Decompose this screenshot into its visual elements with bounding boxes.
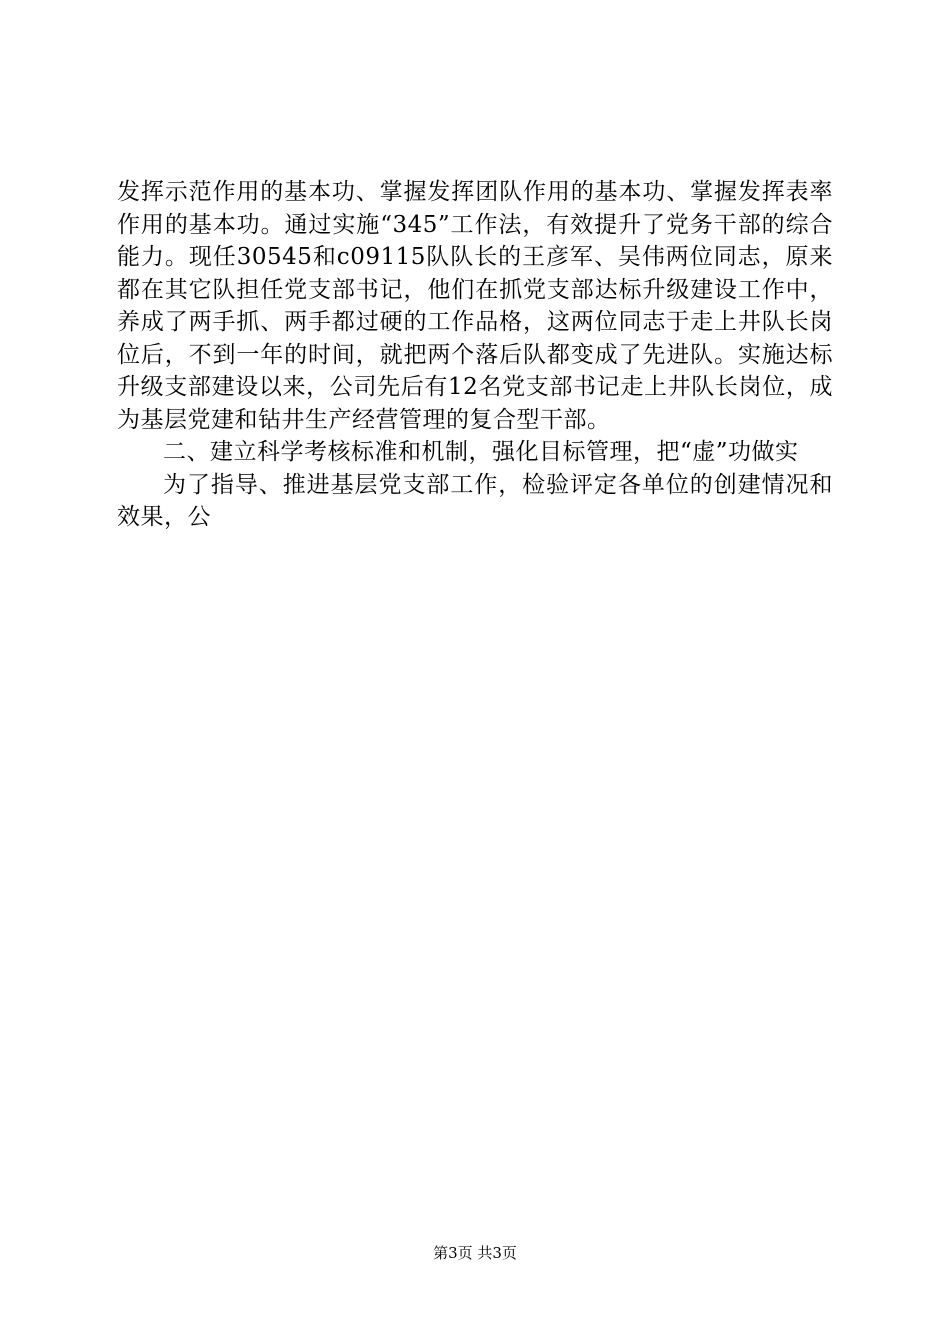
paragraph: 为了指导、推进基层党支部工作，检验评定各单位的创建情况和效果，公 [117,471,833,530]
paragraph-continuation: 发挥示范作用的基本功、掌握发挥团队作用的基本功、掌握发挥表率作用的基本功。通过实施“345”工作法，有效提升了党务干部的综合能力。现任30545和c09115队队长的王彦军、吴伟两位同志，原来都在其它队担任党支部书记，他们在抓党支部达标升级建设工作中，养成了两手抓、两手都过硬的工作品格，这两位同志于走上井队长岗位后，不到一年的时间，就把两个落后队都变成了先进队。实施达标升级支部建设以来，公司先后有12名党支部书记走上井队长岗位，成为基层党建和钻井生产经营管理的复合型干部。 [117,179,833,433]
page-number: 第3页 共3页 [433,1244,517,1262]
section-heading: 二、建立科学考核标准和机制，强化目标管理，把“虚”功做实 [163,439,799,465]
page-footer [0,1243,950,1263]
document-body [117,176,833,534]
